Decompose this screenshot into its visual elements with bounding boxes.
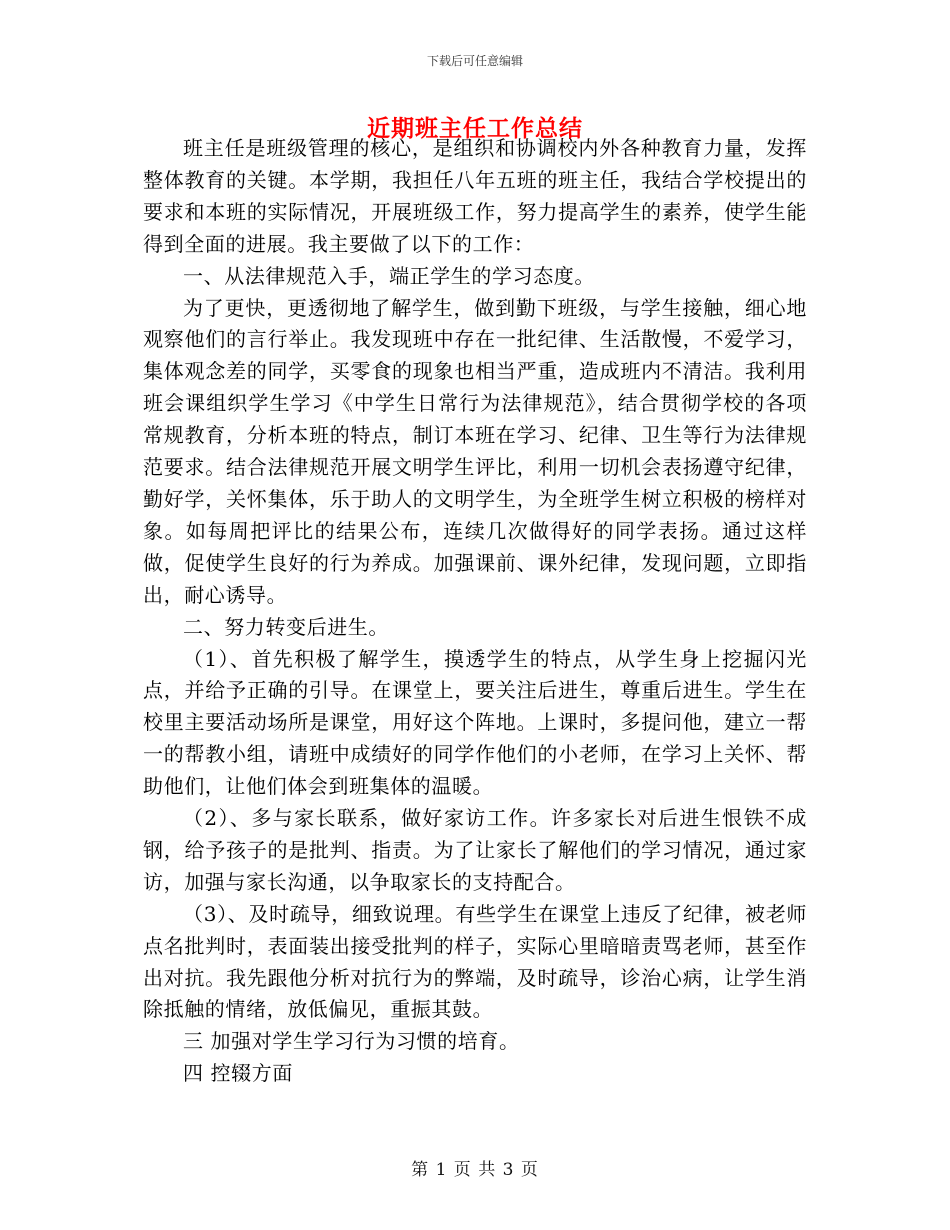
body-paragraph: （3）、及时疏导，细致说理。有些学生在课堂上违反了纪律，被老师点名批判时，表面装出接受批判的样子，实际心里暗暗责骂老师，甚至作出对抗。我先跟他分析对抗行为的弊端，及时疏导，诊治心病，让学生消除抵触的情绪，放低偏见，重振其鼓。 xyxy=(143,901,807,1022)
body-paragraph: 为了更快，更透彻地了解学生，做到勤下班级，与学生接触，细心地观察他们的言行举止。我发现班中存在一批纪律、生活散慢，不爱学习，集体观念差的同学，买零食的现象也相当严重，造成班内不清洁。我利用班会课组织学生学习《中学生日常行为法律规范》，结合贯彻学校的各项常规教育，分析本班的特点，制订本班在学习、纪律、卫生等行为法律规范要求。结合法律规范开展文明学生评比，利用一切机会表扬遵守纪律，勤好学，关怀集体，乐于助人的文明学生，为全班学生树立积极的榜样对象。如每周把评比的结果公布，连续几次做得好的同学表扬。通过这样做，促使学生良好的行为养成。加强课前、课外纪律，发现问题，立即指出，耐心诱导。 xyxy=(143,295,807,607)
document-title: 近期班主任工作总结 xyxy=(367,116,583,142)
section-heading: 三 加强对学生学习行为习惯的培育。 xyxy=(183,1029,520,1054)
section-heading: 四 控辍方面 xyxy=(183,1061,293,1086)
section-heading: 一、从法律规范入手，端正学生的学习态度。 xyxy=(183,263,595,288)
document-body xyxy=(143,133,807,1090)
header-note: 下载后可任意编辑 xyxy=(426,54,523,68)
page-number-footer: 第 1 页 共 3 页 xyxy=(411,1160,539,1180)
section-heading: 二、努力转变后进生。 xyxy=(183,614,389,639)
body-paragraph: 班主任是班级管理的核心，是组织和协调校内外各种教育力量，发挥整体教育的关键。本学期，我担任八年五班的班主任，我结合学校提出的要求和本班的实际情况，开展班级工作，努力提高学生的素养，使学生能得到全面的进展。我主要做了以下的工作： xyxy=(143,136,807,256)
body-paragraph: （2）、多与家长联系，做好家访工作。许多家长对后进生恨铁不成钢，给予孩子的是批判、指责。为了让家长了解他们的学习情况，通过家访，加强与家长沟通，以争取家长的支持配合。 xyxy=(143,806,807,894)
body-paragraph: （1）、首先积极了解学生，摸透学生的特点，从学生身上挖掘闪光点，并给予正确的引导。在课堂上，要关注后进生，尊重后进生。学生在校里主要活动场所是课堂，用好这个阵地。上课时，多提问他，建立一帮一的帮教小组，请班中成绩好的同学作他们的小老师，在学习上关怀、帮助他们，让他们体会到班集体的温暖。 xyxy=(143,646,807,799)
